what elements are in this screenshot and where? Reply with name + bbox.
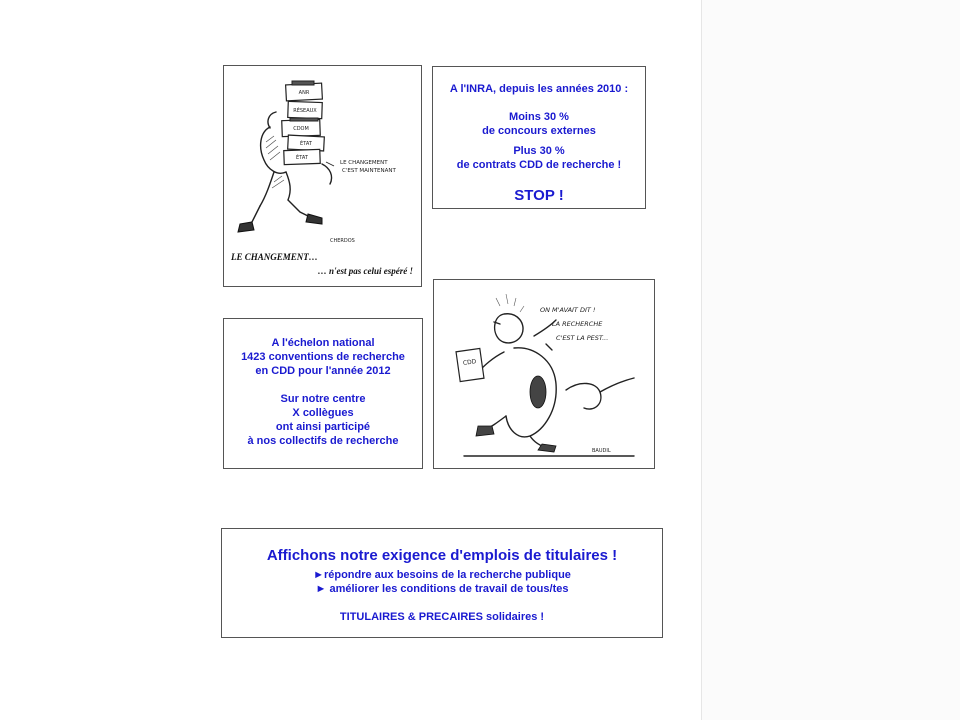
centre-line: Sur notre centre [280,393,366,405]
sketch-speech: LE CHANGEMENT [340,160,388,166]
headline: Affichons notre exigence d'emplois de titulaires ! [266,547,618,564]
sketch-speech: LA RECHERCHE [552,320,603,328]
sketch-label: ANR [298,90,310,96]
cartoon-changement [223,65,422,287]
inra-stat-line: de concours externes [482,125,596,137]
centre-line: ont ainsi participé [275,421,371,433]
sketch-signature: CHERDOS [330,238,355,244]
sketch-speech: C'EST LA PEST... [556,334,609,342]
call-to-action-box [221,528,663,638]
inra-stat-line: Plus 30 % [513,145,565,157]
cartoon-caption-title: LE CHANGEMENT… [231,252,318,262]
sketch-speech: C'EST MAINTENANT [342,168,396,174]
national-line: 1423 conventions de recherche [241,351,405,363]
cartoon-recherche [433,279,655,469]
sketch-label: ÉTAT [296,155,308,161]
inra-stats-box [432,66,646,209]
sketch-label: CDOM [293,126,309,132]
sketch-sign-text: CDD [462,358,477,367]
cartoon-caption-subtitle: … n'est pas celui espéré ! [317,266,413,276]
inra-stat-line: de contrats CDD de recherche ! [456,159,622,171]
side-panel [701,0,960,720]
national-line: A l'échelon national [271,337,375,349]
centre-line: à nos collectifs de recherche [247,435,399,447]
sketch-label: ÉTAT [300,141,312,147]
sketch-label: RÉSEAUX [293,108,317,114]
solidarity-slogan: TITULAIRES & PRECAIRES solidaires ! [339,611,545,623]
inra-stat-line: Moins 30 % [509,111,569,123]
sketch-speech: ON M'AVAIT DIT ! [540,306,596,314]
bullet-item: ► améliorer les conditions de travail de tous/tes [315,583,569,595]
national-stats-box [223,318,423,469]
sketch-signature: BAUDIL [592,448,611,454]
centre-line: X collègues [292,407,354,419]
inra-heading: A l'INRA, depuis les années 2010 : [449,83,629,95]
cartoon-changement-drawing [230,72,416,250]
cartoon-recherche-drawing [434,280,654,468]
bullet-item: ►répondre aux besoins de la recherche publique [313,569,571,581]
national-line: en CDD pour l'année 2012 [255,365,391,377]
stop-text: STOP ! [514,187,564,204]
